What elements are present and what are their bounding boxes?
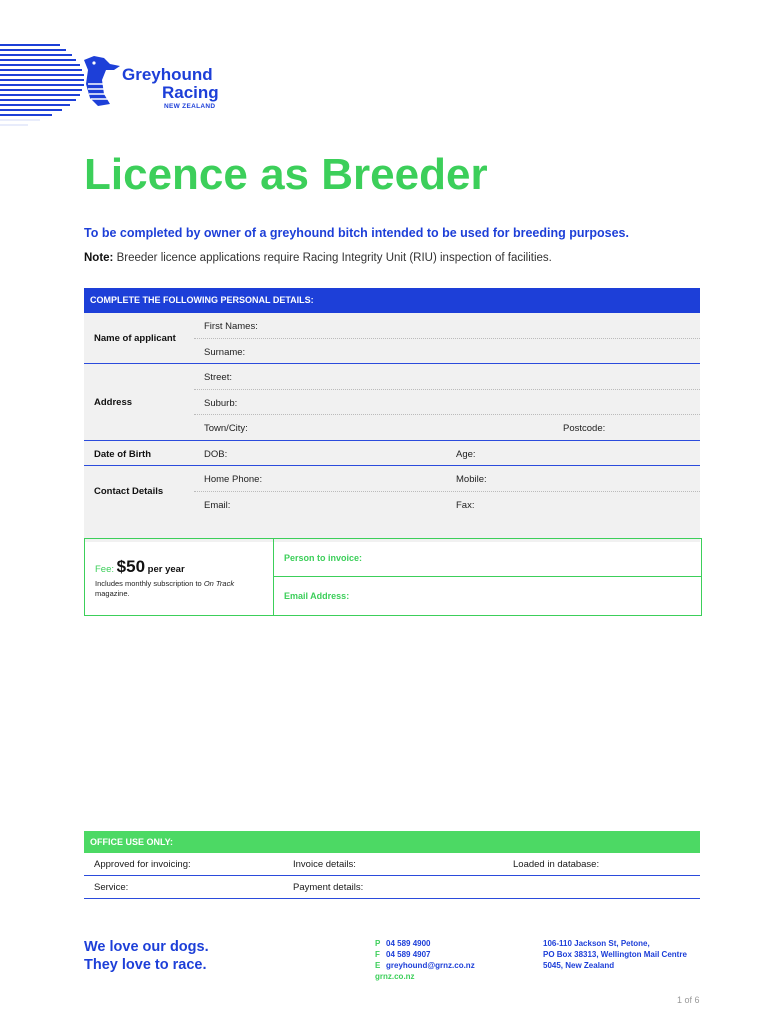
- office-use-header: OFFICE USE ONLY:: [84, 831, 700, 853]
- footer-phone[interactable]: 04 589 4900: [386, 939, 431, 948]
- age-label: Age:: [456, 448, 476, 460]
- logo-line-1: Greyhound: [122, 65, 213, 84]
- fee-includes: Includes monthly subscription to On Track magazine.: [95, 579, 235, 598]
- service-field[interactable]: Service:: [94, 882, 129, 893]
- logo-line-3: NEW ZEALAND: [164, 103, 216, 110]
- name-row: [84, 313, 700, 364]
- subtitle: To be completed by owner of a greyhound bitch intended to be used for breeding purposes.: [84, 226, 629, 240]
- contact-row: [84, 466, 700, 516]
- footer-email-link[interactable]: greyhound@grnz.co.nz: [386, 961, 475, 970]
- street-field[interactable]: Street:: [204, 372, 232, 383]
- note-text: Breeder licence applications require Racing Integrity Unit (RIU) inspection of facilities.: [113, 252, 552, 264]
- fee-period: per year: [145, 564, 185, 575]
- footer-website-link[interactable]: grnz.co.nz: [375, 972, 415, 981]
- magazine-name: On Track: [203, 579, 235, 588]
- slogan-line-1: We love our dogs.: [84, 939, 209, 955]
- office-use-section: [84, 831, 700, 899]
- fee-box: [84, 538, 702, 616]
- page-number: 1 of 6: [677, 995, 700, 1005]
- email-address-field[interactable]: Email Address:: [284, 591, 350, 601]
- dob-row: [84, 441, 700, 467]
- footer-address: 106-110 Jackson St, Petone, PO Box 38313, Wellington Mail Centre 5045, New Zealand: [543, 939, 687, 970]
- note-label: Note:: [84, 252, 114, 264]
- person-to-invoice-field[interactable]: Person to invoice:: [274, 539, 701, 577]
- office-row-1: [84, 853, 700, 876]
- fee-amount: $50: [116, 557, 146, 576]
- suburb-field[interactable]: Suburb:: [194, 389, 700, 415]
- town-label: Town/City:: [204, 423, 248, 434]
- fax-label: Fax:: [456, 499, 475, 511]
- mobile-label: Mobile:: [456, 474, 487, 485]
- name-label: Name of applicant: [94, 333, 176, 344]
- first-names-field[interactable]: First Names:: [204, 321, 258, 332]
- fee-label: Fee:: [95, 564, 117, 575]
- page-title: Licence as Breeder: [84, 150, 488, 199]
- footer-contact: P 04 589 4900 F 04 589 4907 E greyhound@grnz.co.nz grnz.co.nz: [375, 939, 475, 981]
- dob-field-label: DOB:: [204, 448, 228, 460]
- contact-label: Contact Details: [94, 486, 164, 497]
- loaded-field[interactable]: Loaded in database:: [513, 859, 600, 870]
- logo-line-2: Racing: [162, 83, 219, 102]
- home-phone-label: Home Phone:: [204, 474, 263, 485]
- town-postcode-field[interactable]: [194, 414, 700, 440]
- email-label: Email:: [204, 499, 231, 511]
- greyhound-logo-icon: [80, 54, 122, 110]
- fee-info: [85, 539, 274, 615]
- invoice-details-field[interactable]: Invoice details:: [293, 859, 356, 870]
- payment-details-field[interactable]: Payment details:: [293, 882, 364, 893]
- logo-wordmark: [122, 66, 219, 111]
- postcode-label: Postcode:: [563, 423, 606, 434]
- phone-mobile-field[interactable]: [194, 466, 700, 491]
- note: [84, 252, 552, 264]
- slogan-line-2: They love to race.: [84, 957, 207, 973]
- footer-fax: 04 589 4907: [386, 950, 431, 959]
- dob-label: Date of Birth: [94, 448, 151, 460]
- dob-age-field[interactable]: [194, 441, 700, 466]
- address-label: Address: [94, 397, 133, 408]
- surname-field[interactable]: Surname:: [194, 338, 700, 364]
- address-row: [84, 364, 700, 441]
- personal-details-header: COMPLETE THE FOLLOWING PERSONAL DETAILS:: [84, 288, 700, 313]
- approved-field[interactable]: Approved for invoicing:: [94, 859, 191, 870]
- fee-line: [95, 557, 185, 577]
- personal-details-section: [84, 288, 700, 542]
- footer-slogan: [84, 938, 209, 974]
- email-fax-field[interactable]: [194, 491, 700, 517]
- office-row-2: [84, 876, 700, 899]
